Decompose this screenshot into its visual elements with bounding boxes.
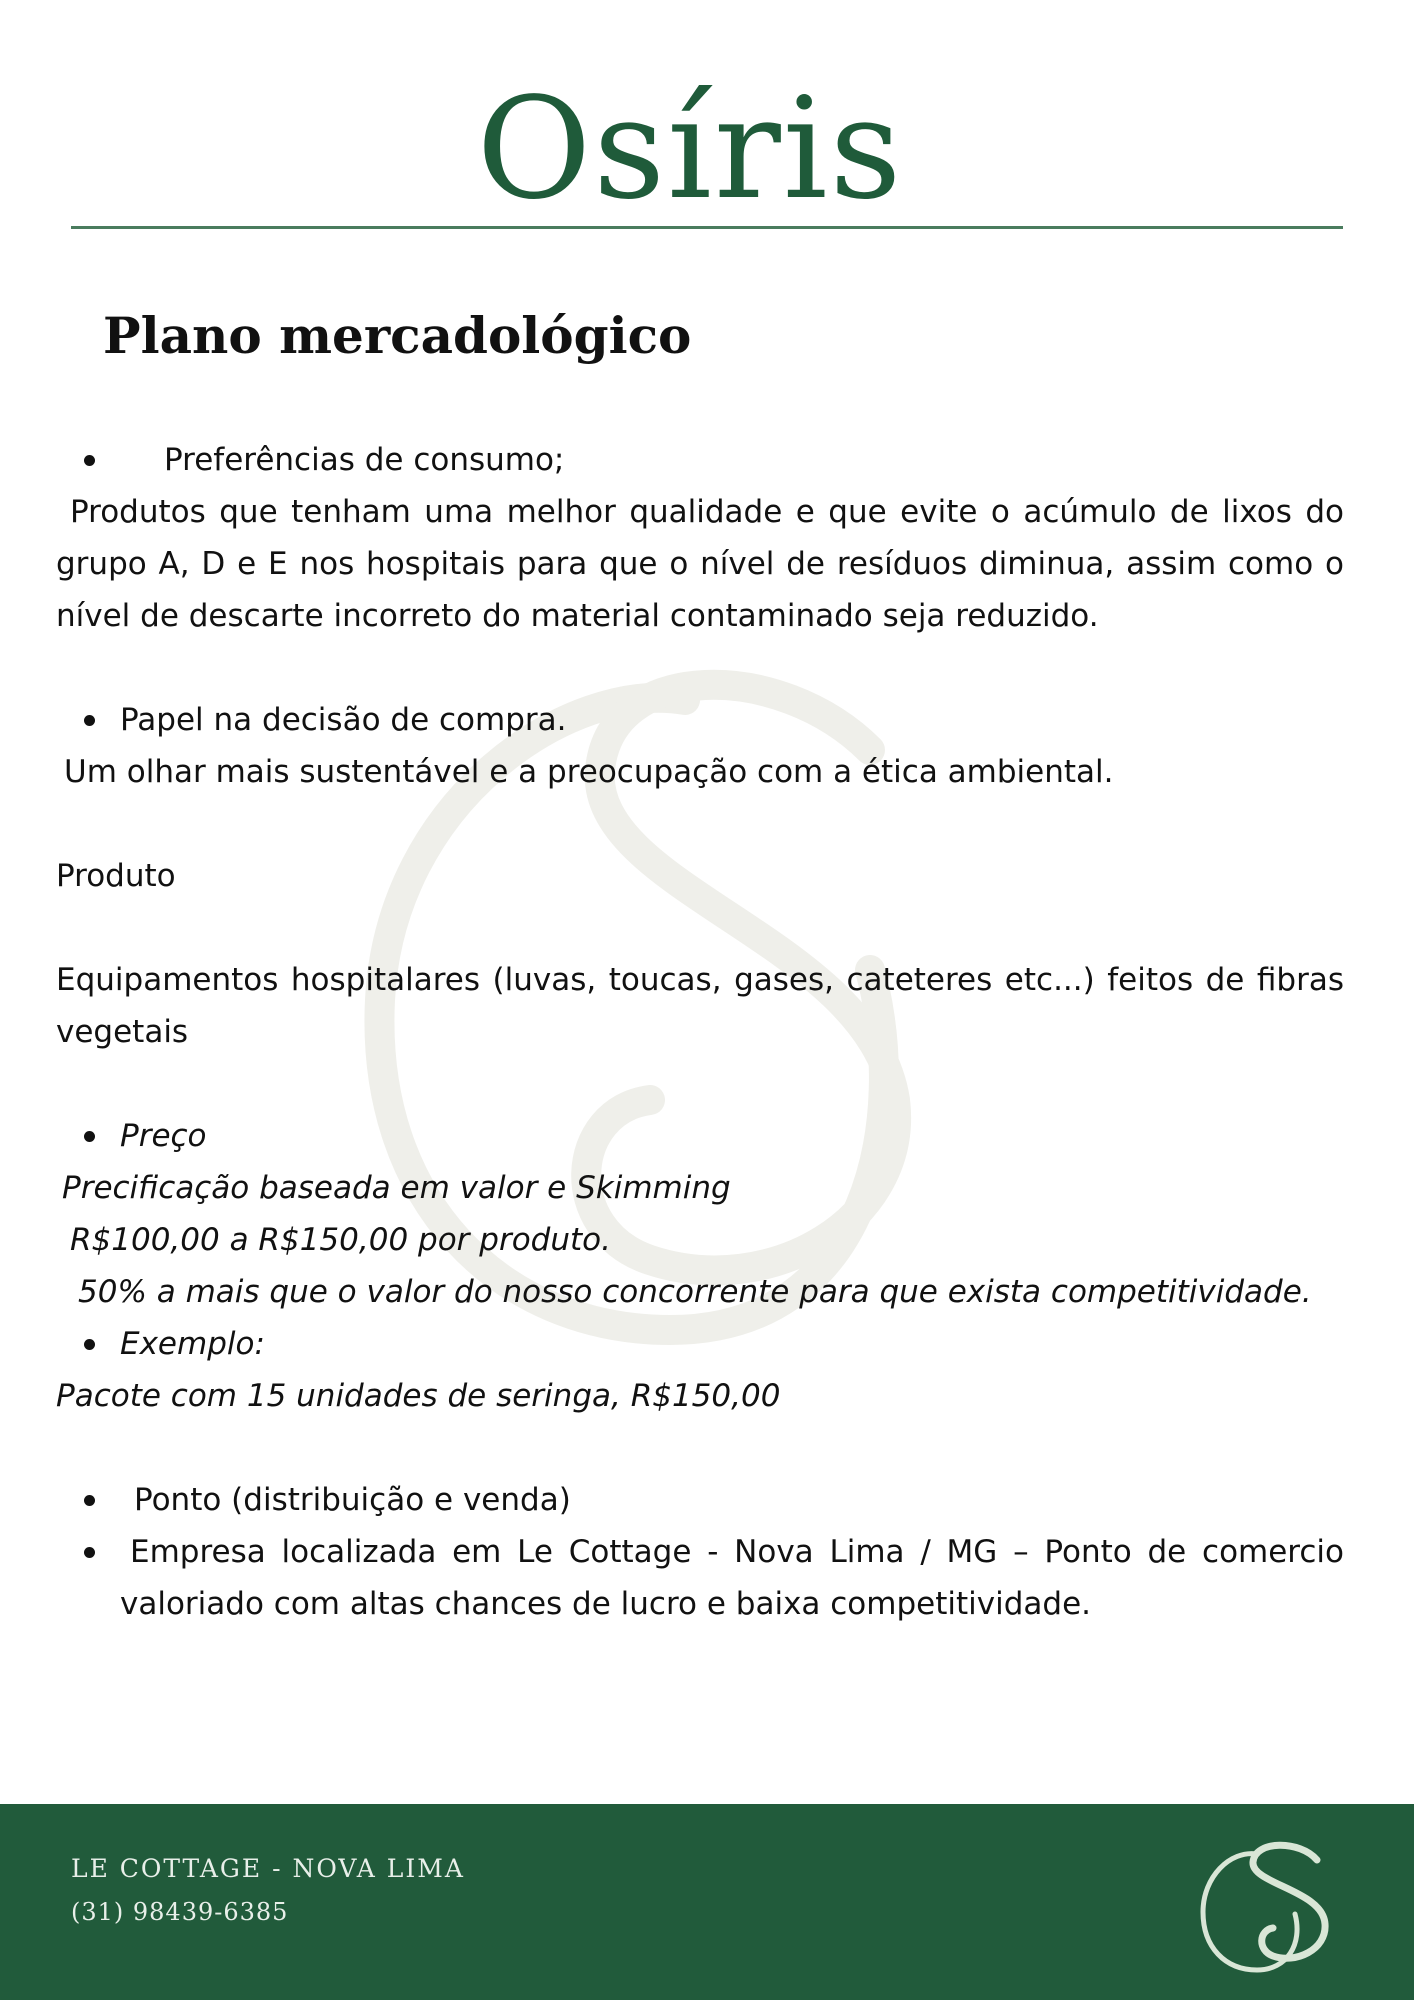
subheading-produto: Produto: [56, 858, 176, 894]
header-divider: [71, 226, 1343, 229]
brand-title: Osíris: [476, 68, 904, 231]
paragraph: Produtos que tenham uma melhor qualidade e que evite o acúmulo de lixos do grupo A, D e E nos hospitais para que o nível de resíduos diminua, assim como o nível de descarte incorreto do material contaminado seja reduzido.: [56, 494, 1344, 634]
bullet-icon: [84, 1339, 95, 1350]
bullet-item: Preferências de consumo;: [56, 434, 1344, 486]
document-body: [56, 434, 1344, 1630]
paragraph: 50% a mais que o valor do nosso concorrente para que exista competitividade.: [78, 1274, 1312, 1310]
bullet-icon: [84, 1131, 95, 1142]
bullet-item: Exemplo:: [56, 1318, 1344, 1370]
bullet-item: Preço: [56, 1110, 1344, 1162]
footer: [0, 1804, 1414, 2000]
footer-address: LE COTTAGE - NOVA LIMA: [71, 1854, 465, 1883]
footer-phone: (31) 98439-6385: [71, 1898, 289, 1926]
os-monogram-icon: [1195, 1832, 1345, 1982]
paragraph: R$100,00 a R$150,00 por produto.: [70, 1222, 611, 1258]
bullet-item: Ponto (distribuição e venda): [56, 1474, 1344, 1526]
bullet-icon: [84, 1495, 95, 1506]
paragraph: Precificação baseada em valor e Skimming: [62, 1170, 731, 1206]
bullet-icon: [84, 715, 95, 726]
bullet-item: Papel na decisão de compra.: [56, 694, 1344, 746]
bullet-icon: [84, 455, 95, 466]
paragraph: Pacote com 15 unidades de seringa, R$150,00: [56, 1378, 781, 1414]
bullet-item: Empresa localizada em Le Cottage - Nova Lima / MG – Ponto de comercio valoriado com altas chances de lucro e baixa competitividade.: [56, 1526, 1344, 1630]
paragraph: Equipamentos hospitalares (luvas, toucas, gases, cateteres etc...) feitos de fibras vegetais: [56, 962, 1344, 1050]
section-title: Plano mercadológico: [103, 306, 692, 365]
paragraph: Um olhar mais sustentável e a preocupação com a ética ambiental.: [64, 754, 1114, 790]
bullet-icon: [84, 1547, 95, 1558]
